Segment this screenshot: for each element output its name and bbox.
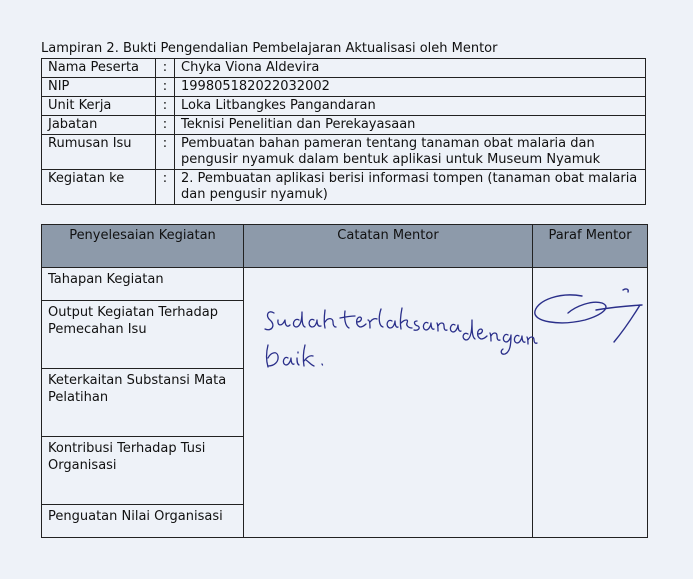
header-row: [42, 225, 648, 268]
info-colon: :: [156, 116, 175, 135]
info-row: [42, 135, 646, 170]
info-value: Teknisi Penelitian dan Perekayasaan: [175, 116, 646, 135]
info-colon: :: [156, 170, 175, 205]
stage-label: Kontribusi Terhadap Tusi Organisasi: [42, 437, 244, 505]
mentor-note-cell: [244, 268, 533, 538]
info-label: Nama Peserta: [42, 59, 156, 78]
stage-label: Output Kegiatan Terhadap Pemecahan Isu: [42, 301, 244, 369]
info-value: Pembuatan bahan pameran tentang tanaman obat malaria dan pengusir nyamuk dalam bentuk aplikasi untuk Museum Nyamuk: [175, 135, 646, 170]
header-activity: Penyelesaian Kegiatan: [42, 225, 244, 268]
info-label: Jabatan: [42, 116, 156, 135]
info-colon: :: [156, 59, 175, 78]
info-value: Chyka Viona Aldevira: [175, 59, 646, 78]
stage-row: [42, 268, 648, 301]
stage-label: Tahapan Kegiatan: [42, 268, 244, 301]
info-label: NIP: [42, 78, 156, 97]
info-row: [42, 116, 646, 135]
header-mentor-initials: Paraf Mentor: [533, 225, 648, 268]
info-row: [42, 59, 646, 78]
info-label: Kegiatan ke: [42, 170, 156, 205]
info-label: Rumusan Isu: [42, 135, 156, 170]
page-title: Lampiran 2. Bukti Pengendalian Pembelajaran Aktualisasi oleh Mentor: [41, 41, 498, 56]
info-colon: :: [156, 97, 175, 116]
header-mentor-notes: Catatan Mentor: [244, 225, 533, 268]
stage-label: Penguatan Nilai Organisasi: [42, 505, 244, 538]
stage-label: Keterkaitan Substansi Mata Pelatihan: [42, 369, 244, 437]
info-row: [42, 170, 646, 205]
mentor-control-table: [41, 224, 648, 538]
info-value: 2. Pembuatan aplikasi berisi informasi tompen (tanaman obat malaria dan pengusir nyamuk): [175, 170, 646, 205]
info-row: [42, 78, 646, 97]
mentor-note-handwriting: [245, 269, 246, 270]
info-value: Loka Litbangkes Pangandaran: [175, 97, 646, 116]
info-row: [42, 97, 646, 116]
info-value: 199805182022032002: [175, 78, 646, 97]
info-colon: :: [156, 78, 175, 97]
info-colon: :: [156, 135, 175, 170]
info-label: Unit Kerja: [42, 97, 156, 116]
participant-info-table: [41, 58, 646, 205]
mentor-initials-cell: [533, 268, 648, 538]
